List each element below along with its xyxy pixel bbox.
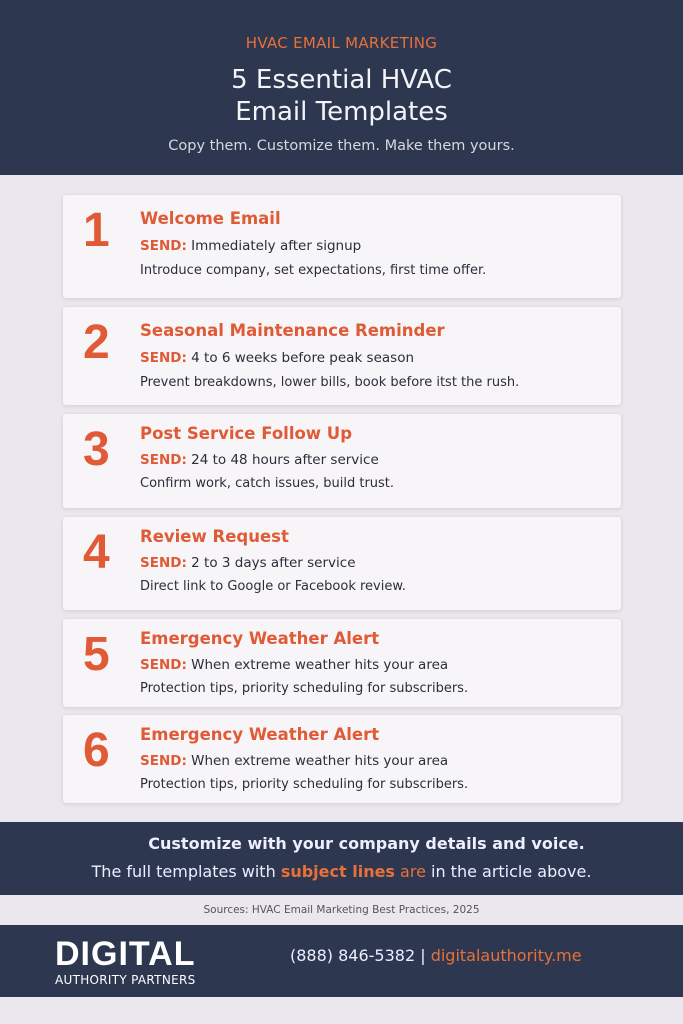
template-number: 5 [83,628,110,681]
title-line-2: Email Templates [235,97,448,127]
contact [290,946,582,965]
phone[interactable]: (888) 846-5382 [290,946,416,965]
template-card [63,715,621,803]
send-timing [140,657,448,673]
send-timing [140,350,414,366]
template-title: Post Service Follow Up [140,424,353,443]
send-value: 4 to 6 weeks before peak season [191,350,415,366]
banner-text: The full templates with [91,862,281,881]
send-value: When extreme weather hits your area [191,753,449,769]
send-value: 2 to 3 days after service [191,555,356,571]
send-label: SEND: [140,350,187,366]
template-description: Protection tips, priority scheduling for subscribers. [140,777,469,792]
sources: Sources: HVAC Email Marketing Best Practices, 2025 [203,904,480,916]
template-title: Emergency Weather Alert [140,725,380,744]
logo [55,937,196,987]
template-card [63,307,621,405]
template-number: 6 [83,724,110,777]
template-description: Direct link to Google or Facebook review. [140,579,406,594]
template-description: Prevent breakdowns, lower bills, book before itst the rush. [140,375,520,390]
logo-sub: AUTHORITY PARTNERS [55,973,196,987]
page-title [0,64,683,128]
template-number: 2 [83,316,110,369]
eyebrow: HVAC EMAIL MARKETING [245,34,438,52]
banner-line-1: Customize with your company details and voice. [148,834,585,853]
send-value: Immediately after signup [191,238,362,254]
template-description: Introduce company, set expectations, first time offer. [140,263,487,278]
template-number: 1 [83,204,110,257]
template-number: 3 [83,423,110,476]
template-title: Emergency Weather Alert [140,629,380,648]
template-title: Seasonal Maintenance Reminder [140,321,445,340]
logo-main: DIGITAL [55,935,196,973]
send-timing [140,753,448,769]
send-label: SEND: [140,452,187,468]
banner-text-end: in the article above. [425,862,592,881]
send-timing [140,555,356,571]
send-label: SEND: [140,657,187,673]
template-number: 4 [83,526,110,579]
template-description: Protection tips, priority scheduling for subscribers. [140,681,469,696]
template-card [63,619,621,707]
template-card [63,517,621,610]
template-card [63,414,621,508]
send-timing [140,238,361,254]
separator: | [415,946,431,965]
header [0,0,683,175]
send-label: SEND: [140,555,187,571]
title-line-1: 5 Essential HVAC [231,65,452,95]
banner-line-2 [0,862,683,881]
send-label: SEND: [140,753,187,769]
cta-banner [0,822,683,895]
template-title: Welcome Email [140,209,281,228]
template-description: Confirm work, catch issues, build trust. [140,476,395,491]
banner-highlight: subject lines [280,862,395,881]
template-title: Review Request [140,527,289,546]
template-card [63,195,621,298]
subtitle: Copy them. Customize them. Make them yours. [168,138,515,154]
send-value: When extreme weather hits your area [191,657,449,673]
send-timing [140,452,379,468]
send-value: 24 to 48 hours after service [191,452,379,468]
send-label: SEND: [140,238,187,254]
banner-highlight-2: are [394,862,426,881]
website-link[interactable]: digitalauthority.me [430,946,582,965]
footer [0,925,683,997]
